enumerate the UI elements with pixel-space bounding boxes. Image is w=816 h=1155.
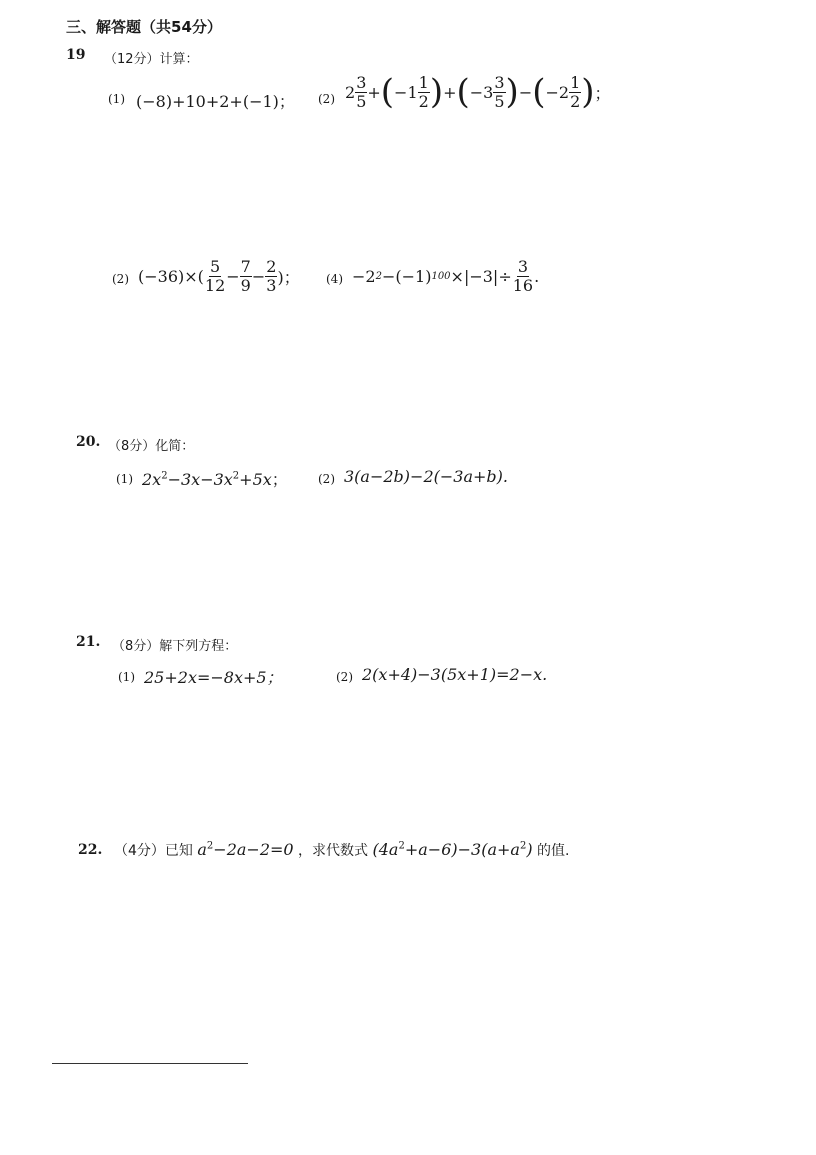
q19-part-2-expression: 2 $\frac{3}{5}$ + ( −1 $\frac{1}{2}$ ) + ( −3 $\frac{3}{5}$ ) − ( −2 $\frac{1}{2}$ ) ； xyxy=(345,72,611,113)
q19-part-4-label: (4) xyxy=(326,272,343,286)
q19-part-3-label: (2) xyxy=(112,272,129,286)
q20-part-2-expression: 3(a−2b)−2(−3a+b). xyxy=(344,467,508,486)
question-20-score: （8分）化简： xyxy=(108,439,195,454)
question-19-score: （12分）计算： xyxy=(104,52,199,67)
q19-part-1-expression: (−8)+10+2+(−1)； xyxy=(136,92,295,111)
q21-part-1-label: (1) xyxy=(118,670,135,684)
q20-part-2-label: (2) xyxy=(318,472,335,486)
q21-part-2-label: (2) xyxy=(336,670,353,684)
question-22-text: （4分）已知 $a^2-2a-2=0$ ，求代数式 $(4a^2+a-6)-3(a+a^2)$ 的值. xyxy=(114,840,570,859)
q19-part-4-expression: −2 2 −(−1) 100 ×|−3|÷ $\frac{3}{16}$ . xyxy=(352,257,540,295)
footnote-divider xyxy=(52,1063,248,1064)
q21-part-2-expression: 2(x+4)−3(5x+1)=2−x. xyxy=(362,665,548,684)
section-title: 三、解答题（共54分） xyxy=(66,18,222,36)
q20-part-1-label: (1) xyxy=(116,472,133,486)
q21-part-1-expression: 25+2x=−8x+5； xyxy=(144,668,283,687)
question-20-number: 20. xyxy=(76,434,101,450)
q19-part-3-expression: (−36)×( $\frac{5}{12}$ − $\frac{7}{9}$ − $\frac{2}{3}$ )； xyxy=(138,257,300,295)
question-19-number: 19 xyxy=(66,47,86,63)
question-21-number: 21. xyxy=(76,634,101,650)
q19-part-2-label: (2) xyxy=(318,92,335,106)
q19-part-1-label: (1) xyxy=(108,92,125,106)
question-21-score: （8分）解下列方程： xyxy=(112,639,238,654)
question-22-number: 22. xyxy=(78,842,103,858)
q20-part-1-expression: $2x^2-3x-3x^2+5x$； xyxy=(142,470,288,489)
